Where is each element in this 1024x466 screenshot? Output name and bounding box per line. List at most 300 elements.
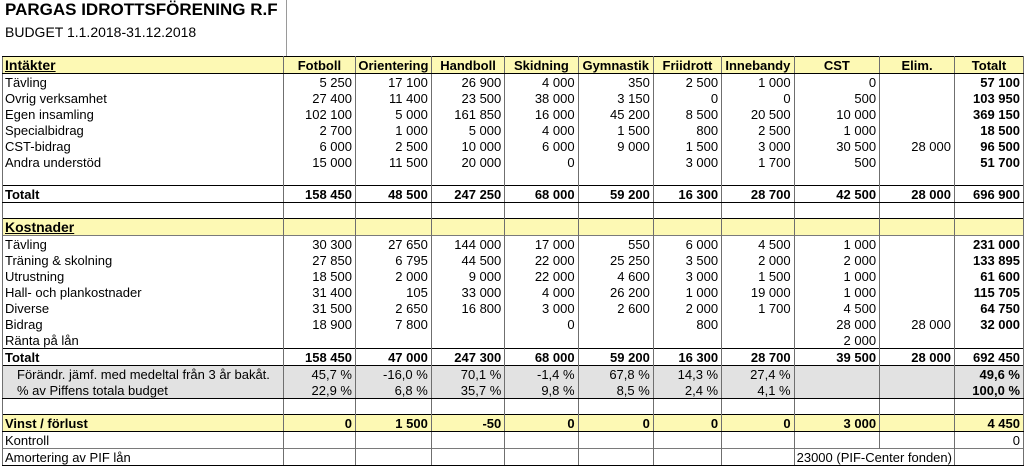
empty-cell[interactable] [431,203,504,219]
kostnader-row-cell[interactable]: 4 500 [722,236,795,253]
intakter-row-cell[interactable]: 5 250 [283,74,355,91]
kostnader-row-cell[interactable] [578,316,653,332]
intakter-row-cell[interactable]: 2 500 [722,122,795,138]
kostnader-row-cell[interactable]: 1 000 [794,236,879,253]
kostnader-row-cell[interactable]: 2 650 [355,300,431,316]
kostnader-row-cell[interactable]: 17 000 [505,236,578,253]
vinst-row-cell[interactable]: 0 [653,415,721,432]
intakter-total-row [3,186,1024,203]
empty-cell[interactable] [954,219,1023,236]
kostnader-row-label[interactable]: Diverse [3,300,284,316]
intakter-row-cell[interactable]: 0 [505,154,578,170]
empty-cell[interactable] [505,449,578,466]
kostnader-row-cell[interactable]: 2 000 [794,252,879,268]
kostnader-row-cell[interactable] [954,332,1023,349]
forandring-row-cell[interactable]: 70,1 % [431,366,504,383]
andel-row-cell[interactable]: 6,8 % [355,382,431,399]
intakter-row-cell[interactable]: 0 [722,90,795,106]
empty-cell[interactable] [653,432,721,449]
kostnader-row-cell[interactable]: 2 000 [355,268,431,284]
sheet-subtitle: BUDGET 1.1.2018-31.12.2018 [5,24,197,40]
kostnader-row-cell[interactable]: 2 600 [578,300,653,316]
forandring-row-cell[interactable]: 27,4 % [722,366,795,383]
kostnader-total-row-cell[interactable]: 16 300 [653,349,721,366]
kostnader-row [3,236,1024,253]
column-header-orientering[interactable]: Orientering [355,57,431,74]
column-header-cst[interactable]: CST [794,57,879,74]
intakter-row [3,74,1024,91]
empty-cell[interactable] [431,449,504,466]
column-divider [286,0,287,56]
kontroll-row [3,432,1024,449]
intakter-total-row-cell[interactable]: 42 500 [794,186,879,203]
intakter-row-cell[interactable]: 26 900 [431,74,504,91]
kostnader-row-cell[interactable]: 144 000 [431,236,504,253]
intakter-row-cell[interactable]: 9 000 [578,138,653,154]
intakter-row-cell[interactable]: 11 400 [355,90,431,106]
intakter-row-cell[interactable]: 3 000 [653,154,721,170]
kostnader-row-cell[interactable] [880,284,955,300]
intakter-row-cell[interactable]: 38 000 [505,90,578,106]
kostnader-row-label[interactable]: Ränta på lån [3,332,284,349]
intakter-row-cell[interactable]: 17 100 [355,74,431,91]
amortering-label[interactable]: Amortering av PIF lån [3,449,284,466]
column-header-totalt[interactable]: Totalt [954,57,1023,74]
intakter-row-cell[interactable]: 2 500 [355,138,431,154]
andel-row-cell[interactable] [794,382,879,399]
empty-cell[interactable] [880,432,955,449]
empty-cell[interactable] [3,399,284,415]
empty-cell[interactable] [722,449,795,466]
intakter-row-cell[interactable]: 16 000 [505,106,578,122]
kostnader-row-cell[interactable]: 28 000 [880,316,955,332]
kostnader-row-cell[interactable]: 31 400 [283,284,355,300]
intakter-row-cell[interactable]: 5 000 [431,122,504,138]
kostnader-row-cell[interactable] [355,332,431,349]
empty-cell[interactable] [3,170,284,186]
andel-row-cell[interactable]: 8,5 % [578,382,653,399]
intakter-row-cell[interactable]: 6 000 [283,138,355,154]
kostnader-row-cell[interactable] [505,332,578,349]
kostnader-row-cell[interactable]: 18 500 [283,268,355,284]
empty-cell[interactable] [505,432,578,449]
blank-row [3,399,1024,415]
kostnader-total-row-cell[interactable]: 692 450 [954,349,1023,366]
empty-cell[interactable] [954,399,1023,415]
kostnader-total-row-label[interactable]: Totalt [3,349,284,366]
intakter-row [3,90,1024,106]
andel-row-cell[interactable]: 9,8 % [505,382,578,399]
intakter-row-label[interactable]: Specialbidrag [3,122,284,138]
intakter-total-row-cell[interactable]: 28 000 [880,186,955,203]
forandring-row-label[interactable]: Förändr. jämf. med medeltal från 3 år bakåt. [3,366,284,383]
empty-cell[interactable] [578,449,653,466]
vinst-row-cell[interactable]: 3 000 [794,415,879,432]
intakter-row-cell[interactable]: 30 500 [794,138,879,154]
kostnader-row-cell[interactable]: 3 500 [653,252,721,268]
kostnader-row-cell[interactable]: 1 700 [722,300,795,316]
intakter-row-cell[interactable]: 500 [794,154,879,170]
vinst-row-cell[interactable]: 0 [578,415,653,432]
forandring-row-cell[interactable]: 67,8 % [578,366,653,383]
intakter-row-cell[interactable] [880,74,955,91]
kostnader-row-label[interactable]: Tävling [3,236,284,253]
intakter-row-cell[interactable]: 2 700 [283,122,355,138]
kostnader-row-cell[interactable]: 27 650 [355,236,431,253]
kostnader-row-cell[interactable]: 6 795 [355,252,431,268]
andel-row-label[interactable]: % av Piffens totala budget [3,382,284,399]
vinst-row-cell[interactable]: -50 [431,415,504,432]
kostnader-total-row-cell[interactable]: 39 500 [794,349,879,366]
kostnader-row-cell[interactable]: 18 900 [283,316,355,332]
kostnader-row-cell[interactable]: 33 000 [431,284,504,300]
kostnader-row-label[interactable]: Träning & skolning [3,252,284,268]
budget-table [2,56,1024,466]
empty-cell[interactable] [578,399,653,415]
empty-cell[interactable] [794,170,879,186]
empty-cell[interactable] [794,203,879,219]
empty-cell[interactable] [653,399,721,415]
intakter-row-cell[interactable]: 45 200 [578,106,653,122]
kostnader-row-cell[interactable]: 3 000 [653,268,721,284]
empty-cell[interactable] [283,449,355,466]
intakter-row-cell[interactable]: 500 [794,90,879,106]
empty-cell[interactable] [880,170,955,186]
kostnader-row-cell[interactable]: 22 000 [505,252,578,268]
amortering-note[interactable]: 23000 (PIF-Center fonden) [794,449,954,466]
vinst-row-cell[interactable]: 4 450 [954,415,1023,432]
kostnader-row-cell[interactable]: 133 895 [954,252,1023,268]
kostnader-total-row-cell[interactable]: 158 450 [283,349,355,366]
kostnader-row-cell[interactable]: 2 000 [653,300,721,316]
kostnader-row-cell[interactable]: 1 500 [722,268,795,284]
empty-cell[interactable] [880,399,955,415]
intakter-row-cell[interactable] [880,90,955,106]
column-header-elim[interactable]: Elim. [880,57,955,74]
empty-cell[interactable] [578,170,653,186]
column-header-friidrott[interactable]: Friidrott [653,57,721,74]
empty-cell[interactable] [722,432,795,449]
kostnader-row-cell[interactable]: 31 500 [283,300,355,316]
intakter-row-cell[interactable]: 6 000 [505,138,578,154]
intakter-row-cell[interactable]: 3 150 [578,90,653,106]
kostnader-row-cell[interactable]: 800 [653,316,721,332]
section-heading-kostnader[interactable]: Kostnader [3,219,284,236]
column-header-fotboll[interactable]: Fotboll [283,57,355,74]
kostnader-row-cell[interactable]: 1 000 [794,268,879,284]
kostnader-row-cell[interactable]: 30 300 [283,236,355,253]
kostnader-row-cell[interactable]: 27 850 [283,252,355,268]
intakter-row-cell[interactable]: 1 500 [653,138,721,154]
intakter-row-cell[interactable]: 4 000 [505,122,578,138]
empty-cell[interactable] [653,219,721,236]
empty-cell[interactable] [505,203,578,219]
intakter-row-cell[interactable]: 0 [794,74,879,91]
intakter-row-cell[interactable]: 350 [578,74,653,91]
intakter-row-cell[interactable]: 15 000 [283,154,355,170]
andel-row [3,382,1024,399]
kostnader-row-cell[interactable] [578,332,653,349]
intakter-row-cell[interactable]: 11 500 [355,154,431,170]
empty-cell[interactable] [794,219,879,236]
empty-cell[interactable] [355,170,431,186]
intakter-row-cell[interactable]: 3 000 [722,138,795,154]
intakter-row-cell[interactable]: 27 400 [283,90,355,106]
empty-cell[interactable] [954,449,1023,466]
empty-cell[interactable] [722,219,795,236]
empty-cell[interactable] [954,170,1023,186]
kostnader-row [3,300,1024,316]
kostnader-row-cell[interactable]: 105 [355,284,431,300]
intakter-row-cell[interactable]: 18 500 [954,122,1023,138]
empty-cell[interactable] [355,449,431,466]
empty-cell[interactable] [431,399,504,415]
column-header-skidning[interactable]: Skidning [505,57,578,74]
kostnader-row-cell[interactable]: 64 750 [954,300,1023,316]
sheet-title: PARGAS IDROTTSFÖRENING R.F [5,0,278,19]
kostnader-row-cell[interactable]: 32 000 [954,316,1023,332]
empty-cell[interactable] [653,449,721,466]
empty-cell[interactable] [283,170,355,186]
intakter-row-cell[interactable]: 10 000 [794,106,879,122]
kostnader-row-cell[interactable]: 44 500 [431,252,504,268]
kostnader-total-row-cell[interactable]: 247 300 [431,349,504,366]
intakter-row-cell[interactable]: 28 000 [880,138,955,154]
empty-cell[interactable] [431,219,504,236]
empty-cell[interactable] [653,170,721,186]
empty-cell[interactable] [722,170,795,186]
kostnader-row-cell[interactable]: 16 800 [431,300,504,316]
empty-cell[interactable] [505,399,578,415]
kostnader-total-row-cell[interactable]: 28 700 [722,349,795,366]
vinst-row-cell[interactable] [880,415,955,432]
kostnader-row [3,252,1024,268]
empty-cell[interactable] [880,219,955,236]
kostnader-row-cell[interactable]: 25 250 [578,252,653,268]
empty-cell[interactable] [954,203,1023,219]
intakter-row-cell[interactable]: 1 500 [578,122,653,138]
kostnader-row-cell[interactable]: 4 500 [794,300,879,316]
kostnader-row-cell[interactable]: 26 200 [578,284,653,300]
kostnader-row-cell[interactable]: 6 000 [653,236,721,253]
andel-row-cell[interactable]: 2,4 % [653,382,721,399]
kostnader-row-cell[interactable] [722,316,795,332]
andel-row-cell[interactable]: 35,7 % [431,382,504,399]
kostnader-total-row-cell[interactable]: 47 000 [355,349,431,366]
kostnader-row [3,284,1024,300]
kostnader-row-cell[interactable]: 3 000 [505,300,578,316]
kostnader-row-cell[interactable] [880,252,955,268]
intakter-total-row-label[interactable]: Totalt [3,186,284,203]
intakter-row-cell[interactable] [880,154,955,170]
kostnader-row-cell[interactable]: 4 600 [578,268,653,284]
empty-cell[interactable] [355,203,431,219]
intakter-row-cell[interactable]: 1 700 [722,154,795,170]
intakter-total-row-cell[interactable]: 696 900 [954,186,1023,203]
empty-cell[interactable] [505,219,578,236]
kostnader-row-cell[interactable]: 61 600 [954,268,1023,284]
forandring-row-cell[interactable]: 45,7 % [283,366,355,383]
andel-row-cell[interactable] [880,382,955,399]
kostnader-row-cell[interactable] [431,332,504,349]
kostnader-row-cell[interactable]: 1 000 [794,284,879,300]
intakter-total-row-cell[interactable]: 68 000 [505,186,578,203]
kostnader-row-label[interactable]: Hall- och plankostnader [3,284,284,300]
intakter-total-row-cell[interactable]: 59 200 [578,186,653,203]
kostnader-row [3,316,1024,332]
kostnader-row-cell[interactable] [431,316,504,332]
intakter-row-cell[interactable]: 2 500 [653,74,721,91]
intakter-row-cell[interactable]: 1 000 [355,122,431,138]
kostnader-row [3,332,1024,349]
kostnader-row-cell[interactable] [283,332,355,349]
kostnader-total-row-cell[interactable]: 28 000 [880,349,955,366]
intakter-row-label[interactable]: Ovrig verksamhet [3,90,284,106]
intakter-row [3,106,1024,122]
kostnader-row-cell[interactable]: 115 705 [954,284,1023,300]
kostnader-row-cell[interactable]: 28 000 [794,316,879,332]
column-header-row [3,57,1024,74]
kostnader-total-row-cell[interactable]: 68 000 [505,349,578,366]
empty-cell[interactable] [283,432,355,449]
empty-cell[interactable] [722,203,795,219]
column-header-gymnastik[interactable]: Gymnastik [578,57,653,74]
intakter-row-cell[interactable]: 369 150 [954,106,1023,122]
empty-cell[interactable] [355,219,431,236]
intakter-row-cell[interactable] [880,122,955,138]
andel-row-cell[interactable]: 22,9 % [283,382,355,399]
intakter-row-cell[interactable]: 8 500 [653,106,721,122]
kostnader-row-cell[interactable] [880,332,955,349]
kostnader-row [3,268,1024,284]
empty-cell[interactable] [880,203,955,219]
intakter-row-cell[interactable]: 103 950 [954,90,1023,106]
forandring-row-cell[interactable] [794,366,879,383]
empty-cell[interactable] [722,399,795,415]
vinst-row-cell[interactable]: 1 500 [355,415,431,432]
intakter-total-row-cell[interactable]: 16 300 [653,186,721,203]
empty-cell[interactable] [578,219,653,236]
intakter-row-label[interactable]: CST-bidrag [3,138,284,154]
forandring-row-cell[interactable]: -16,0 % [355,366,431,383]
kostnader-heading-row [3,219,1024,236]
intakter-row-cell[interactable]: 20 500 [722,106,795,122]
intakter-row-cell[interactable]: 10 000 [431,138,504,154]
empty-cell[interactable] [578,203,653,219]
empty-cell[interactable] [653,203,721,219]
intakter-row-cell[interactable]: 161 850 [431,106,504,122]
intakter-row-cell[interactable]: 102 100 [283,106,355,122]
blank-row [3,170,1024,186]
empty-cell[interactable] [794,399,879,415]
section-heading-intakter[interactable]: Intäkter [3,57,284,74]
column-header-handboll[interactable]: Handboll [431,57,504,74]
intakter-row-cell[interactable]: 23 500 [431,90,504,106]
intakter-row-label[interactable]: Egen insamling [3,106,284,122]
intakter-row-cell[interactable]: 96 500 [954,138,1023,154]
empty-cell[interactable] [3,203,284,219]
kostnader-row-cell[interactable]: 22 000 [505,268,578,284]
vinst-row-cell[interactable]: 0 [722,415,795,432]
intakter-total-row-cell[interactable]: 48 500 [355,186,431,203]
kostnader-row-cell[interactable]: 550 [578,236,653,253]
empty-cell[interactable] [431,432,504,449]
intakter-row-cell[interactable]: 0 [653,90,721,106]
intakter-row-cell[interactable]: 1 000 [794,122,879,138]
kostnader-row-cell[interactable]: 9 000 [431,268,504,284]
andel-row-cell[interactable]: 4,1 % [722,382,795,399]
kostnader-row-cell[interactable] [722,332,795,349]
kostnader-row-cell[interactable]: 2 000 [794,332,879,349]
forandring-row-cell[interactable]: 49,6 % [954,366,1023,383]
empty-cell[interactable] [355,399,431,415]
empty-cell[interactable] [578,432,653,449]
kostnader-row-cell[interactable]: 231 000 [954,236,1023,253]
forandring-row-cell[interactable]: -1,4 % [505,366,578,383]
intakter-row-cell[interactable] [578,154,653,170]
intakter-total-row-cell[interactable]: 28 700 [722,186,795,203]
vinst-row-cell[interactable]: 0 [283,415,355,432]
kontroll-label[interactable]: Kontroll [3,432,284,449]
empty-cell[interactable] [283,203,355,219]
kostnader-row-cell[interactable] [653,332,721,349]
intakter-row-cell[interactable]: 5 000 [355,106,431,122]
empty-cell[interactable] [505,170,578,186]
column-header-innebandy[interactable]: Innebandy [722,57,795,74]
forandring-row-cell[interactable] [880,366,955,383]
kostnader-row-cell[interactable]: 19 000 [722,284,795,300]
intakter-row-cell[interactable]: 20 000 [431,154,504,170]
intakter-total-row-cell[interactable]: 158 450 [283,186,355,203]
intakter-row-cell[interactable] [880,106,955,122]
intakter-row-label[interactable]: Tävling [3,74,284,91]
empty-cell[interactable] [431,170,504,186]
kostnader-row-cell[interactable]: 7 800 [355,316,431,332]
kostnader-row-cell[interactable]: 2 000 [722,252,795,268]
kostnader-row-label[interactable]: Bidrag [3,316,284,332]
vinst-row-cell[interactable]: 0 [505,415,578,432]
amortering-row [3,449,1024,466]
kostnader-row-cell[interactable]: 4 000 [505,284,578,300]
empty-cell[interactable] [283,399,355,415]
kostnader-row-cell[interactable]: 1 000 [653,284,721,300]
kostnader-row-label[interactable]: Utrustning [3,268,284,284]
kontroll-value[interactable]: 0 [954,432,1023,449]
kostnader-row-cell[interactable] [880,236,955,253]
forandring-row-cell[interactable]: 14,3 % [653,366,721,383]
intakter-row-cell[interactable]: 51 700 [954,154,1023,170]
blank-row [3,203,1024,219]
kostnader-row-cell[interactable] [880,300,955,316]
vinst-row [3,415,1024,432]
intakter-row-cell[interactable]: 57 100 [954,74,1023,91]
andel-row-cell[interactable]: 100,0 % [954,382,1023,399]
kostnader-total-row [3,349,1024,366]
empty-cell[interactable] [355,432,431,449]
kostnader-row-cell[interactable] [880,268,955,284]
vinst-row-label[interactable]: Vinst / förlust [3,415,284,432]
intakter-row-cell[interactable]: 1 000 [722,74,795,91]
kostnader-row-cell[interactable]: 0 [505,316,578,332]
kostnader-total-row-cell[interactable]: 59 200 [578,349,653,366]
intakter-total-row-cell[interactable]: 247 250 [431,186,504,203]
intakter-row-label[interactable]: Andra understöd [3,154,284,170]
intakter-row [3,154,1024,170]
intakter-row-cell[interactable]: 4 000 [505,74,578,91]
intakter-row-cell[interactable]: 800 [653,122,721,138]
empty-cell[interactable] [794,432,879,449]
empty-cell[interactable] [283,219,355,236]
